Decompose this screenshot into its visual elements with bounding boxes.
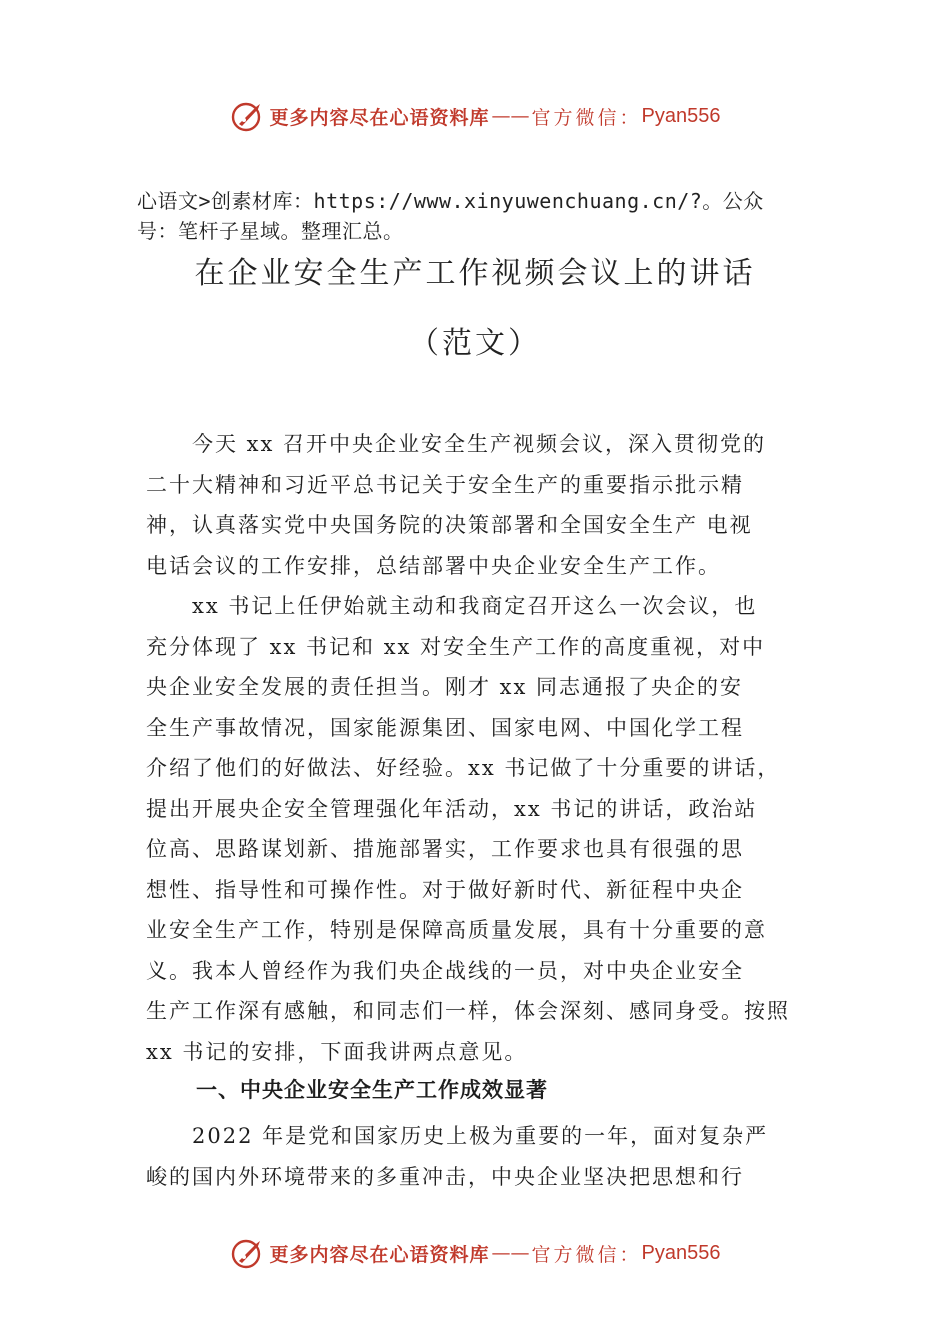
paragraph-line: 义。我本人曾经作为我们央企战线的一员，对中央企业安全 bbox=[146, 958, 744, 983]
banner-wechat-id: Pyan556 bbox=[641, 1241, 721, 1264]
source-note-line: 心语文>创素材库：https://www.xinyuwenchuang.cn/?。公众 bbox=[137, 189, 764, 213]
paragraph-line: 央企业安全发展的责任担当。刚才 xx 同志通报了央企的安 bbox=[146, 675, 744, 699]
paragraph-line: 全生产事故情况，国家能源集团、国家电网、中国化学工程 bbox=[146, 715, 744, 740]
section-heading: 一、中央企业安全生产工作成效显著 bbox=[196, 1078, 548, 1102]
paragraph-line: 神，认真落实党中央国务院的决策部署和全国安全生产 电视 bbox=[146, 513, 753, 537]
paragraph-line: 充分体现了 xx 书记和 xx 对安全生产工作的高度重视，对中 bbox=[146, 634, 766, 659]
pen-logo-icon bbox=[230, 1235, 266, 1271]
paragraph-secretary bbox=[146, 586, 846, 1072]
pen-logo-icon bbox=[230, 98, 266, 134]
banner-wechat-label: 官方微信： bbox=[531, 1243, 642, 1266]
paragraph-2022 bbox=[146, 1116, 846, 1197]
banner-wechat-id: Pyan556 bbox=[641, 104, 721, 127]
paragraph-line: 位高、思路谋划新、措施部署实，工作要求也具有很强的思 bbox=[146, 837, 744, 861]
footer-banner bbox=[0, 1233, 950, 1273]
banner-wechat-label: 官方微信： bbox=[531, 106, 642, 129]
paragraph-line: 峻的国内外环境带来的多重冲击，中央企业坚决把思想和行 bbox=[146, 1164, 744, 1189]
paragraph-line: 电话会议的工作安排，总结部署中央企业安全生产工作。 bbox=[146, 553, 721, 578]
document-subtitle: （范文） bbox=[409, 326, 541, 361]
document-title: 在企业安全生产工作视频会议上的讲话 bbox=[194, 256, 756, 291]
paragraph-line: xx 书记上任伊始就主动和我商定召开这么一次会议，也 bbox=[146, 594, 758, 618]
banner-separator: —— bbox=[491, 105, 530, 127]
paragraph-line: 今天 xx 召开中央企业安全生产视频会议，深入贯彻党的 bbox=[146, 432, 767, 456]
banner-brand-text: 更多内容尽在心语资料库 bbox=[269, 1243, 490, 1266]
paragraph-line: 介绍了他们的好做法、好经验。xx 书记做了十分重要的讲话， bbox=[146, 756, 781, 780]
paragraph-line: xx 书记的安排，下面我讲两点意见。 bbox=[146, 1039, 528, 1064]
header-banner bbox=[0, 96, 950, 136]
paragraph-line: 2022 年是党和国家历史上极为重要的一年，面对复杂严 bbox=[146, 1124, 769, 1148]
banner-brand-text: 更多内容尽在心语资料库 bbox=[269, 106, 490, 129]
paragraph-line: 想性、指导性和可操作性。对于做好新时代、新征程中央企 bbox=[146, 877, 744, 902]
source-note bbox=[137, 186, 837, 246]
source-note-line: 号：笔杆子星域。整理汇总。 bbox=[137, 219, 404, 243]
paragraph-intro bbox=[146, 424, 846, 586]
paragraph-line: 业安全生产工作，特别是保障高质量发展，具有十分重要的意 bbox=[146, 918, 767, 942]
paragraph-line: 提出开展央企安全管理强化年活动，xx 书记的讲话，政治站 bbox=[146, 796, 758, 821]
paragraph-line: 生产工作深有感触，和同志们一样，体会深刻、感同身受。按照 bbox=[146, 999, 790, 1023]
banner-separator: —— bbox=[491, 1242, 530, 1264]
paragraph-line: 二十大精神和习近平总书记关于安全生产的重要指示批示精 bbox=[146, 472, 744, 497]
